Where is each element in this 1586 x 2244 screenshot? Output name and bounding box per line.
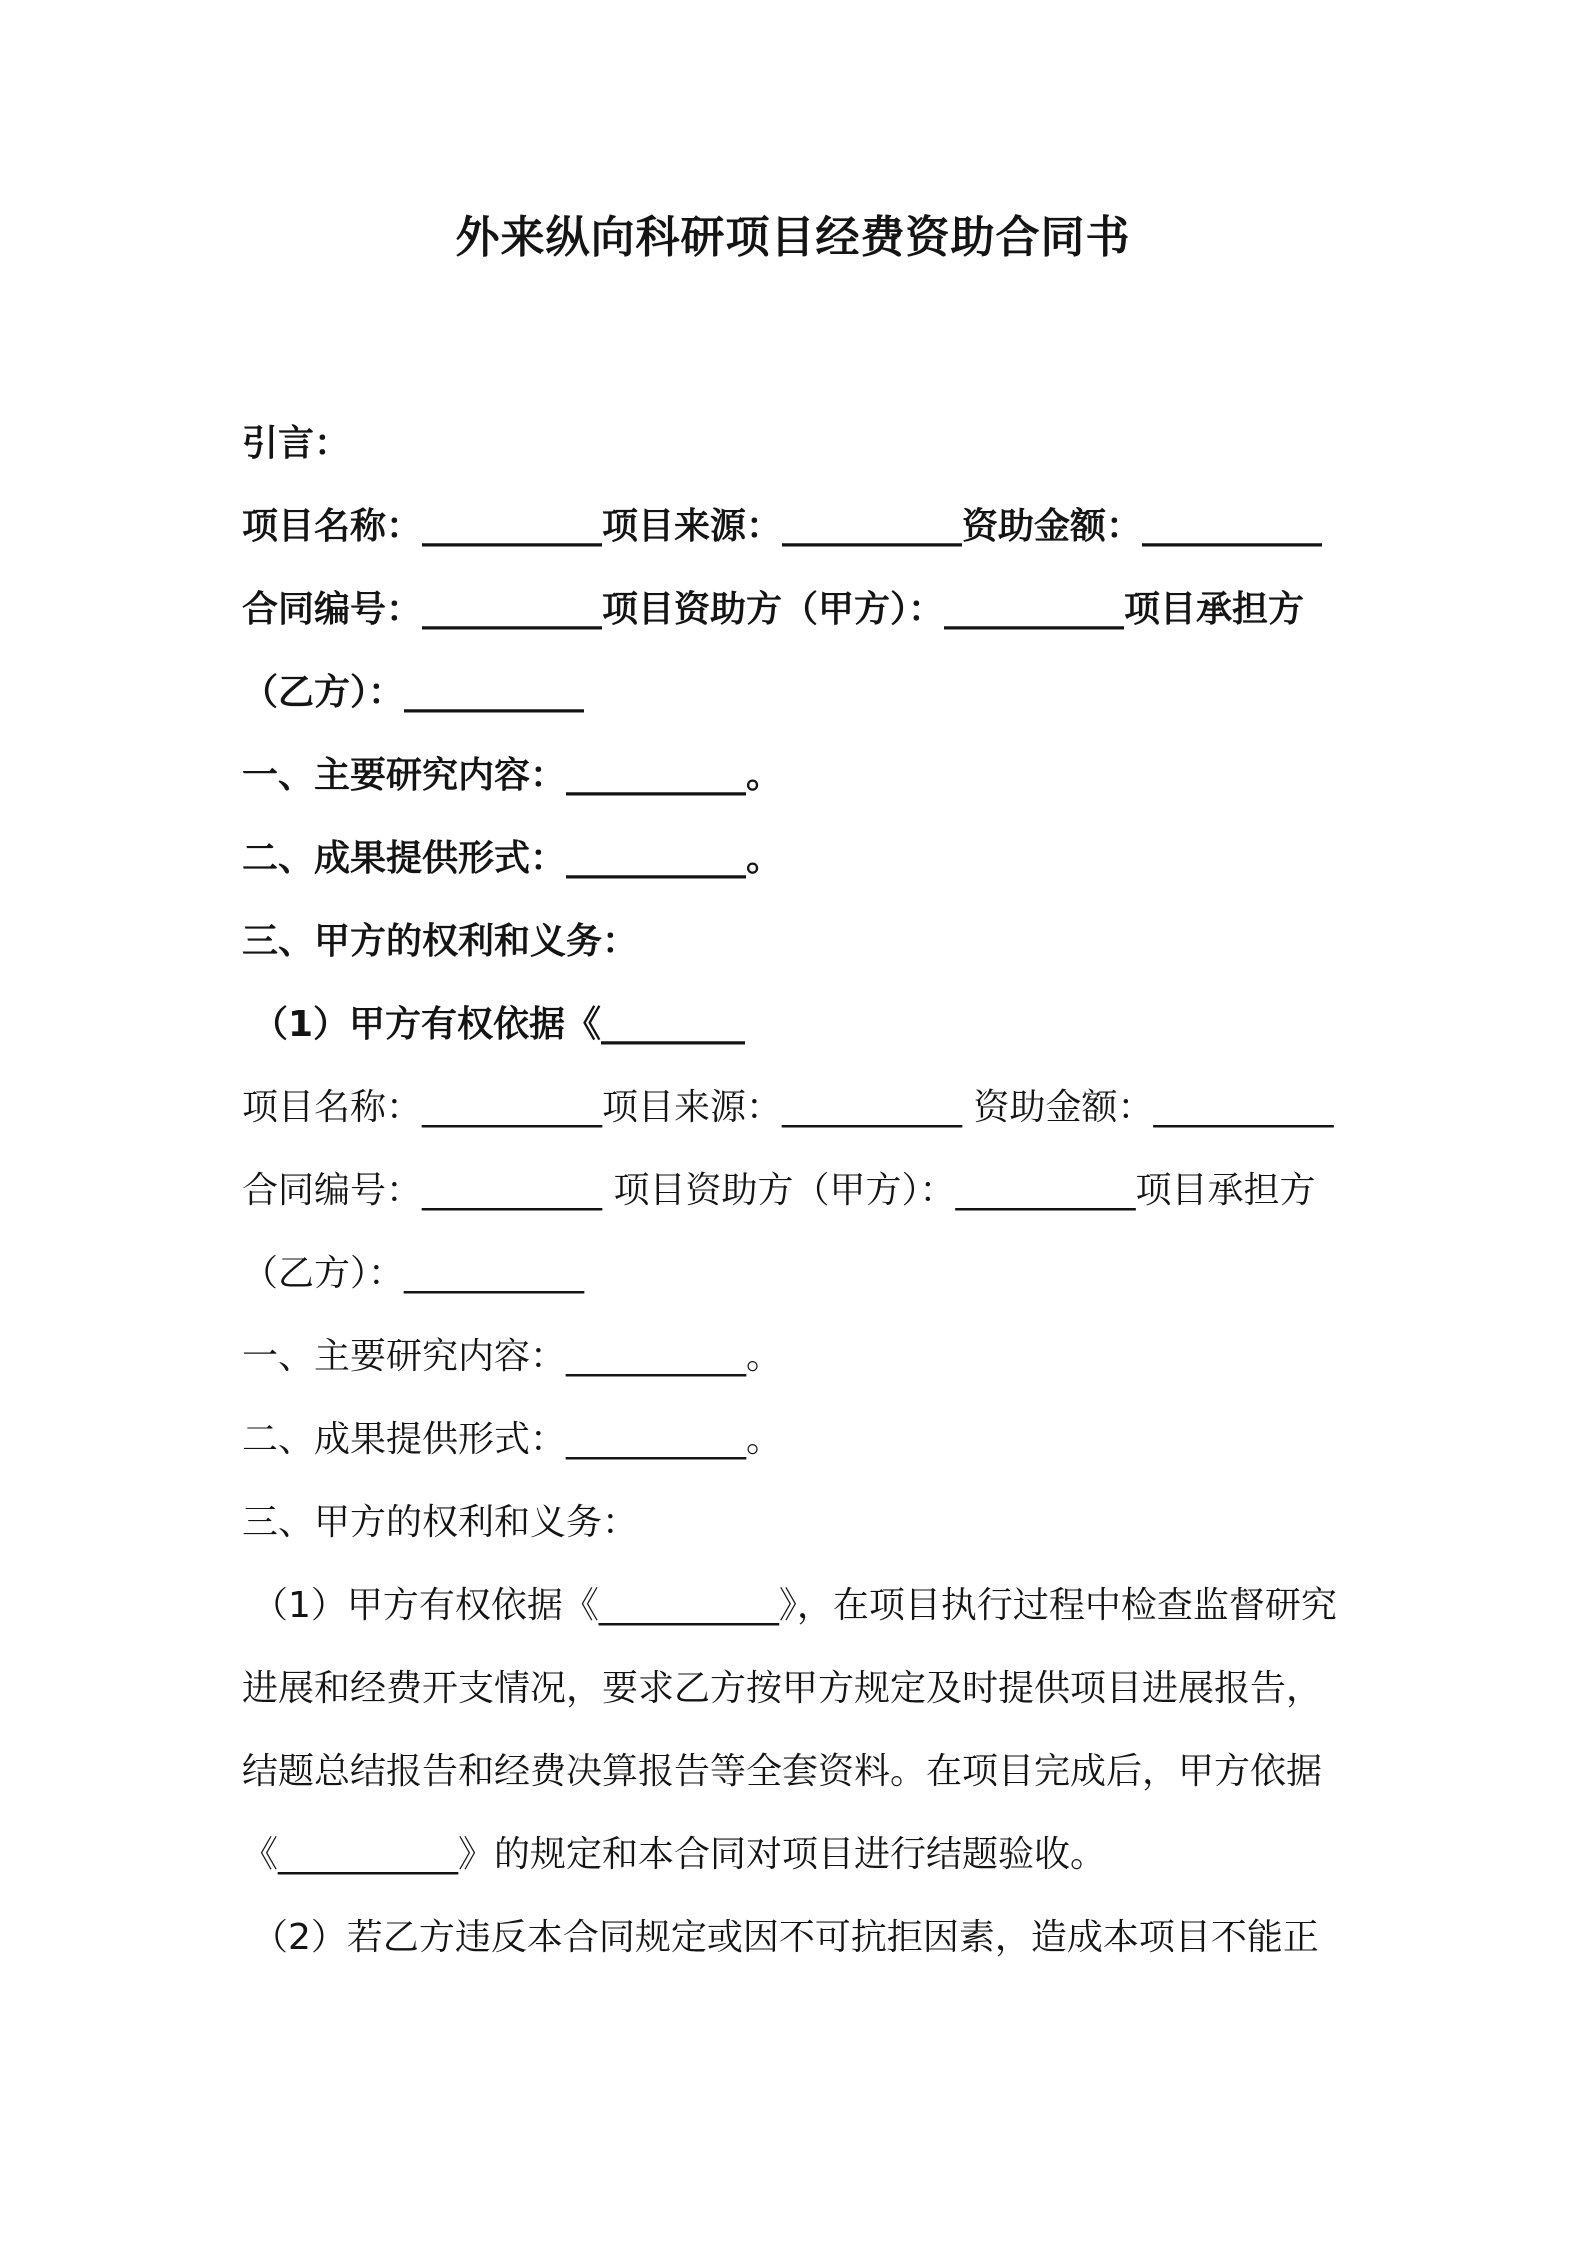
intro-heading: 引言： bbox=[242, 423, 351, 464]
clause-1-partial: （1）甲方有权依据《________ bbox=[252, 1004, 746, 1045]
section-party-a-rights-repeat: 三、甲方的权利和义务： bbox=[242, 1502, 639, 1543]
clause-1-text-cont-3: 《__________》的规定和本合同对项目进行结题验收。 bbox=[242, 1834, 1107, 1875]
party-b-line: （乙方）：__________ bbox=[242, 672, 585, 713]
section-research-content-repeat: 一、主要研究内容：__________。 bbox=[242, 1336, 783, 1377]
section-research-content: 一、主要研究内容：__________。 bbox=[242, 755, 783, 796]
clause-1-text-cont-1: 进展和经费开支情况，要求乙方按甲方规定及时提供项目进展报告， bbox=[242, 1668, 1323, 1709]
clause-2-text: （2）若乙方违反本合同规定或因不可抗拒因素，造成本项目不能正 bbox=[252, 1917, 1319, 1958]
clause-1-text: （1）甲方有权依据《__________》，在项目执行过程中检查监督研究 bbox=[252, 1585, 1337, 1626]
contract-info-line: 合同编号：__________项目资助方（甲方）：__________项目承担方 bbox=[242, 589, 1305, 630]
party-b-line-repeat: （乙方）：__________ bbox=[242, 1253, 585, 1294]
project-info-line-repeat: 项目名称：__________项目来源：__________ 资助金额：__________ bbox=[242, 1087, 1334, 1128]
section-deliverable-form-repeat: 二、成果提供形式：__________。 bbox=[242, 1419, 783, 1460]
contract-info-line-repeat: 合同编号：__________ 项目资助方（甲方）：__________项目承担方 bbox=[242, 1170, 1316, 1211]
document-title: 外来纵向科研项目经费资助合同书 bbox=[455, 212, 1131, 263]
document-body bbox=[242, 402, 1352, 1979]
section-party-a-rights: 三、甲方的权利和义务： bbox=[242, 921, 639, 962]
project-info-line: 项目名称：__________项目来源：__________资助金额：__________ bbox=[242, 506, 1323, 547]
clause-1-text-cont-2: 结题总结报告和经费决算报告等全套资料。在项目完成后，甲方依据 bbox=[242, 1751, 1323, 1792]
section-deliverable-form: 二、成果提供形式：__________。 bbox=[242, 838, 783, 879]
